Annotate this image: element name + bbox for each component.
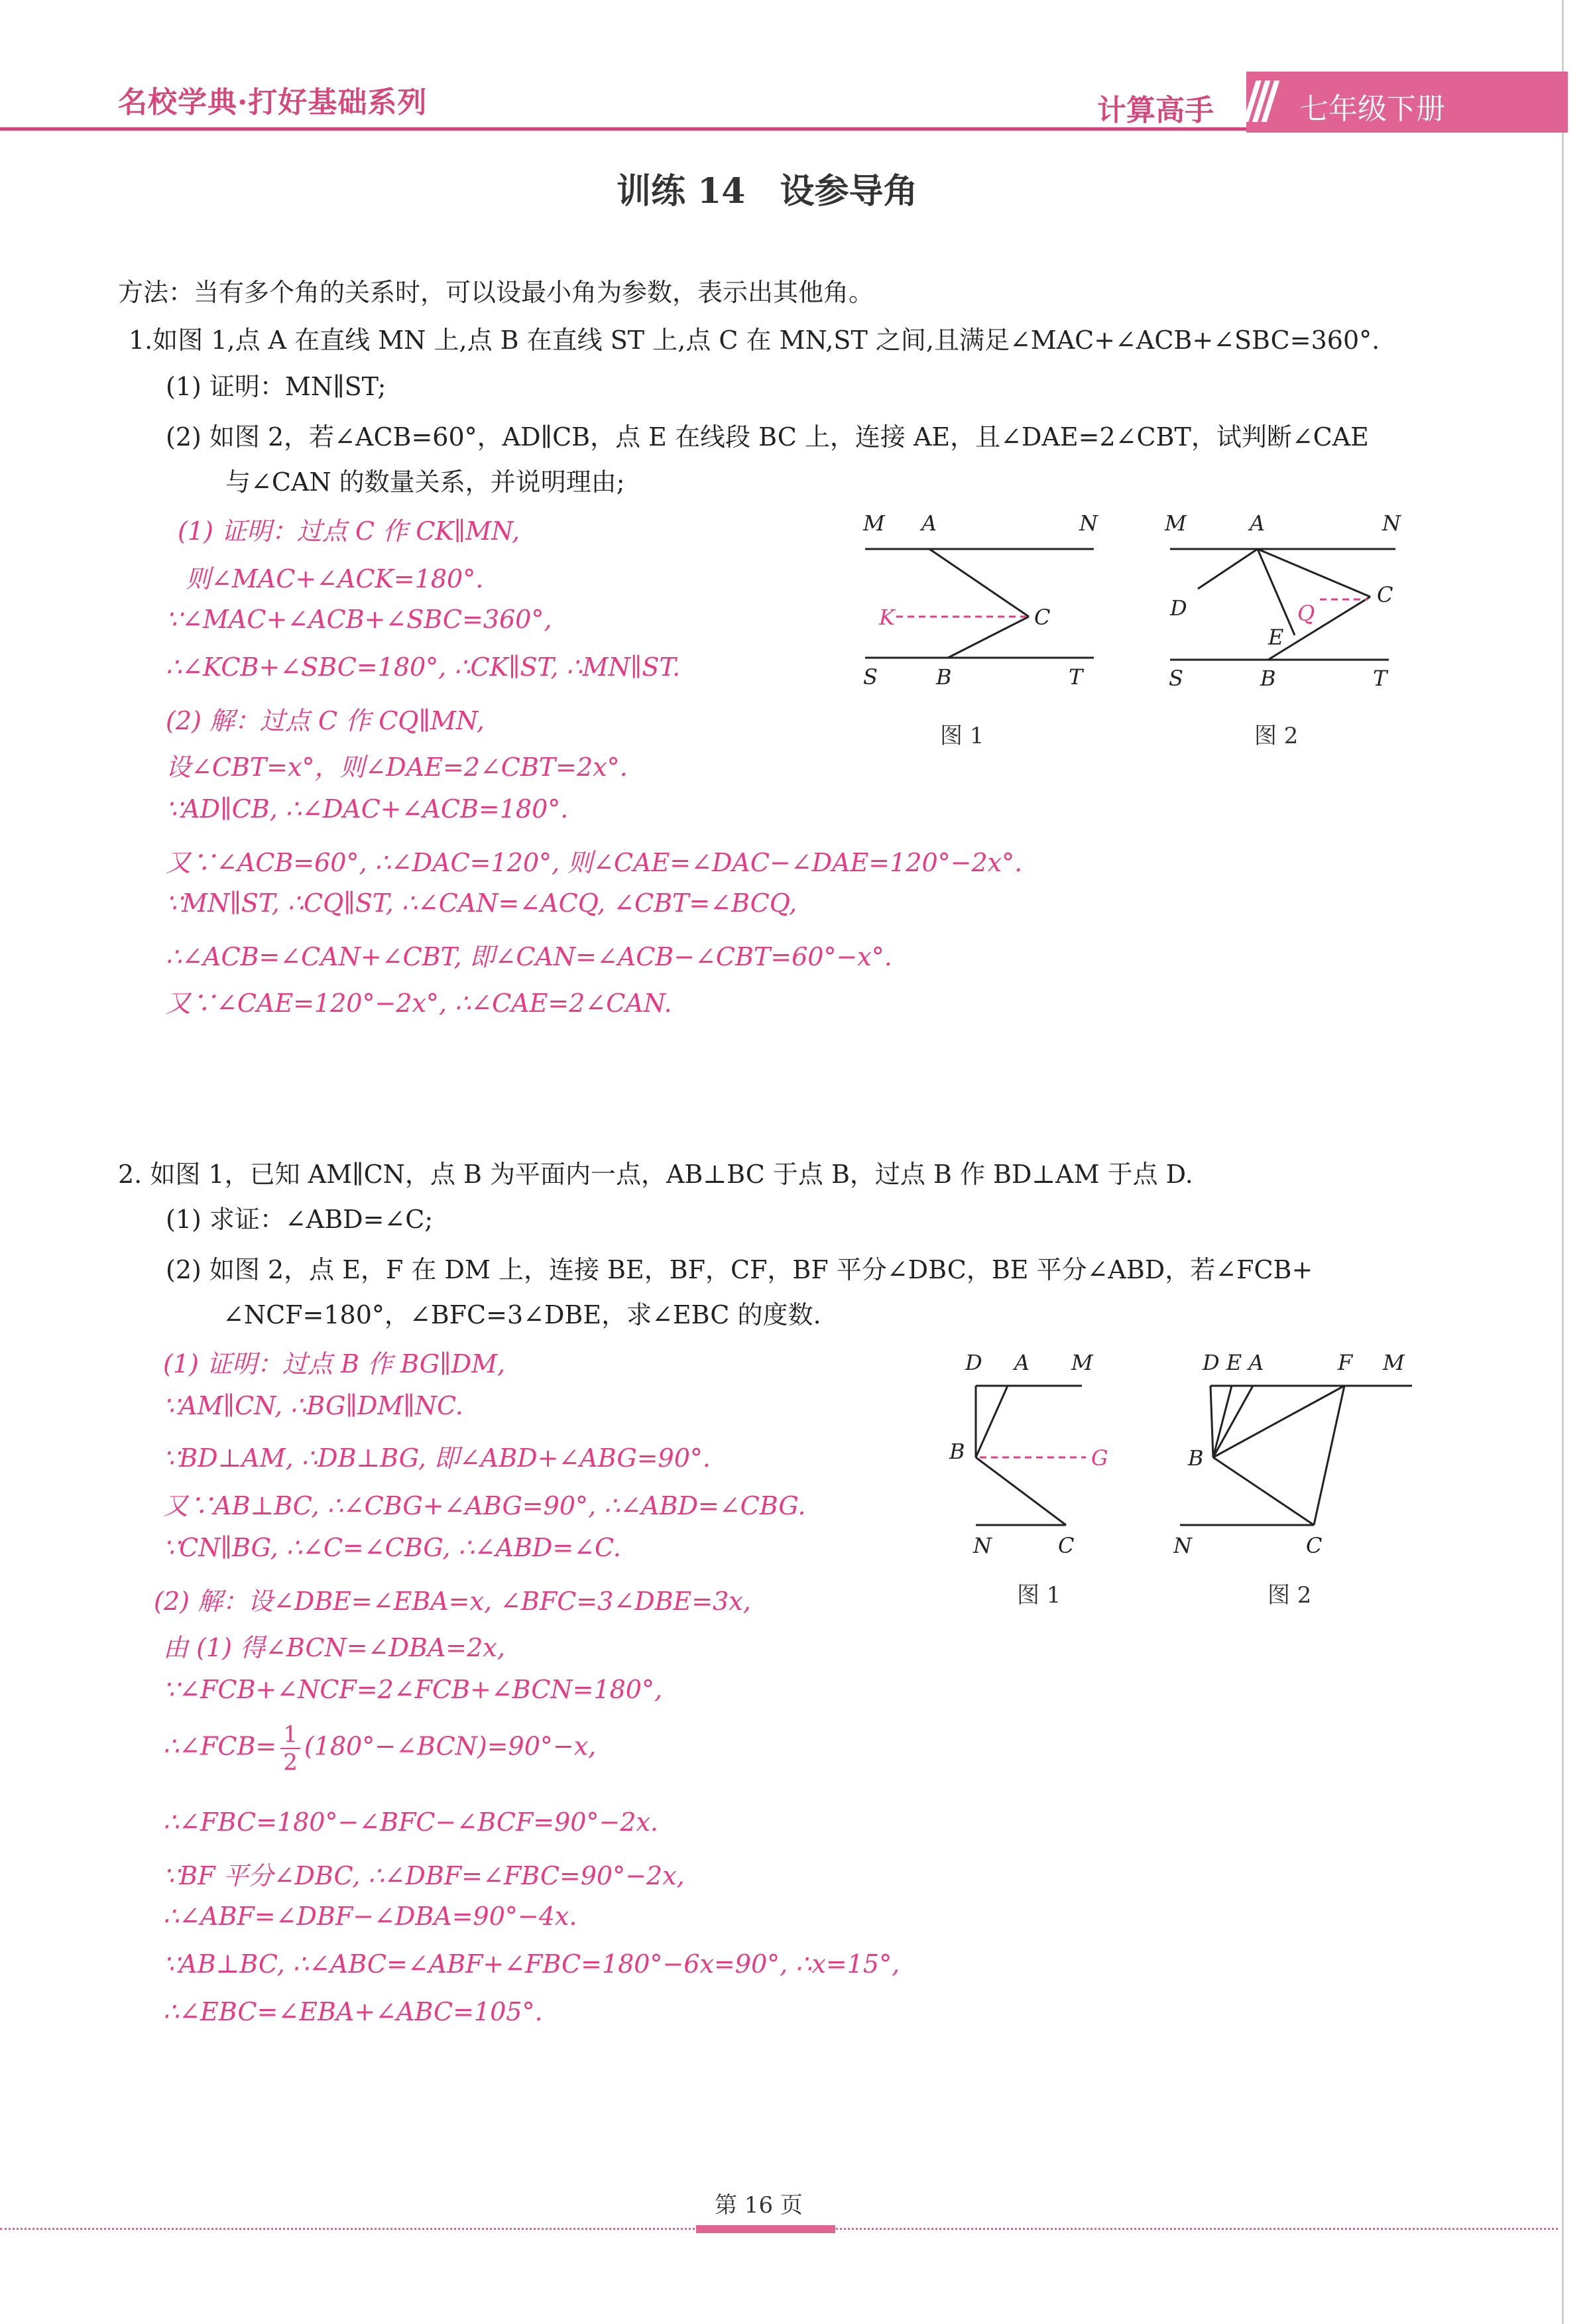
label-s: S [1169, 666, 1183, 691]
label-c: C [1377, 582, 1393, 607]
page-title: 训练 14 设参导角 [617, 171, 918, 212]
label-m: M [1071, 1350, 1093, 1375]
label-n: N [1173, 1533, 1192, 1558]
q1-answer-line: ∵MN∥ST, ∴CQ∥ST, ∴∠CAN=∠ACQ, ∠CBT=∠BCQ, [166, 888, 797, 918]
q2-fig2-caption: 图 2 [1267, 1582, 1312, 1609]
label-b: B [1188, 1445, 1204, 1471]
q2-part1: (1) 求证：∠ABD=∠C; [166, 1205, 434, 1234]
fraction-numerator: 1 [280, 1721, 300, 1749]
q2-answer-line: ∴∠EBC=∠EBA+∠ABC=105°. [163, 1997, 543, 2026]
q2-fraction-line [163, 1721, 596, 1776]
q1-stem: 1.如图 1,点 A 在直线 MN 上,点 B 在直线 ST 上,点 C 在 MN,ST 之间,且满足∠MAC+∠ACB+∠SBC=360°. [129, 326, 1380, 355]
q1-answer-line: 又∵∠ACB=60°, ∴∠DAC=120°, 则∠CAE=∠DAC−∠DAE=120°−2x°. [166, 848, 1023, 877]
q2-answer-line: ∵BD⊥AM, ∴DB⊥BG, 即∠ABD+∠ABG=90°. [163, 1443, 711, 1473]
q2-answer-line: ∵AB⊥BC, ∴∠ABC=∠ABF+∠FBC=180°−6x=90°, ∴x=15°, [163, 1949, 900, 1979]
label-c: C [1034, 605, 1051, 630]
fraction-denominator: 2 [283, 1749, 298, 1776]
q2-fig1-caption: 图 1 [1017, 1582, 1061, 1609]
label-t: T [1373, 666, 1387, 691]
q1-figure-2 [1157, 511, 1415, 709]
q1-answer-line: ∴∠ACB=∠CAN+∠CBT, 即∠CAN=∠ACB−∠CBT=60°−x°. [166, 942, 892, 971]
fraction-one-half [280, 1721, 300, 1776]
q2-answer-line: ∴∠ABF=∠DBF−∠DBA=90°−4x. [163, 1902, 577, 1931]
q1-figure-1 [855, 511, 1107, 709]
q2-answer-line: ∴∠FBC=180°−∠BFC−∠BCF=90°−2x. [163, 1807, 658, 1837]
q2-answer-line: ∵CN∥BG, ∴∠C=∠CBG, ∴∠ABD=∠C. [163, 1533, 621, 1562]
label-m: M [863, 511, 885, 536]
label-c: C [1306, 1533, 1323, 1558]
label-g: G [1091, 1445, 1108, 1471]
segment-ba [976, 1386, 1008, 1457]
q2-stem: 2. 如图 1，已知 AM∥CN，点 B 为平面内一点，AB⊥BC 于点 B，过点 B 作 BD⊥AM 于点 D. [118, 1160, 1193, 1189]
label-c: C [1058, 1533, 1075, 1558]
q2-answer-line: (1) 证明：过点 B 作 BG∥DM, [163, 1349, 506, 1378]
label-f: F [1338, 1350, 1353, 1375]
q1-answer-line: ∵AD∥CB, ∴∠DAC+∠ACB=180°. [166, 794, 569, 824]
label-d-e-a: D E A [1203, 1350, 1264, 1375]
grade-label: 七年级下册 [1299, 92, 1445, 126]
label-n: N [973, 1533, 992, 1558]
q1-answer-line: 则∠MAC+∠ACK=180°. [186, 564, 484, 593]
page-edge-line [1562, 0, 1564, 2324]
header-slashes: /// [1243, 70, 1271, 129]
segment-fc [1314, 1386, 1344, 1525]
label-b: B [936, 664, 952, 690]
q1-answer-line: ∴∠KCB+∠SBC=180°, ∴CK∥ST, ∴MN∥ST. [166, 652, 681, 682]
q2-answer-line: 由 (1) 得∠BCN=∠DBA=2x, [163, 1633, 505, 1662]
q1-answer-line: 又∵∠CAE=120°−2x°, ∴∠CAE=2∠CAN. [166, 989, 672, 1018]
label-b: B [949, 1439, 965, 1464]
page-number: 第 16 页 [715, 2192, 803, 2219]
q2-part2-line1: (2) 如图 2，点 E，F 在 DM 上，连接 BE，BF，CF，BF 平分∠DBC，BE 平分∠ABD，若∠FCB+ [166, 1255, 1313, 1284]
q2-answer-line: ∵∠FCB+∠NCF=2∠FCB+∠BCN=180°, [163, 1675, 663, 1704]
q1-answer-line: ∵∠MAC+∠ACB+∠SBC=360°, [166, 605, 552, 634]
label-n: N [1382, 511, 1401, 536]
segment-bc [976, 1457, 1066, 1525]
method-text: 方法：当有多个角的关系时，可以设最小角为参数，表示出其他角。 [118, 278, 874, 307]
q2-answer-line: ∵AM∥CN, ∴BG∥DM∥NC. [163, 1391, 463, 1420]
q2-answer-line: 又∵AB⊥BC, ∴∠CBG+∠ABG=90°, ∴∠ABD=∠CBG. [163, 1491, 806, 1520]
q1-fig1-caption: 图 1 [940, 723, 984, 749]
label-d: D [965, 1350, 982, 1375]
frac-prefix: ∴∠FCB= [163, 1731, 277, 1761]
q2-figure-2 [1173, 1346, 1425, 1571]
frac-suffix: (180°−∠BCN)=90°−x, [304, 1731, 597, 1761]
brand-title: 计算高手 [1097, 93, 1214, 127]
q1-fig2-caption: 图 2 [1254, 723, 1299, 749]
q2-answer-line: (2) 解：设∠DBE=∠EBA=x, ∠BFC=3∠DBE=3x, [154, 1587, 751, 1616]
label-m: M [1165, 511, 1187, 536]
label-t: T [1069, 664, 1083, 690]
header-rule [0, 127, 1260, 131]
q2-part2-line2: ∠NCF=180°，∠BFC=3∠DBE，求∠EBC 的度数. [223, 1300, 821, 1329]
label-m: M [1383, 1350, 1405, 1375]
segment-ad [1198, 549, 1258, 589]
q1-answer-line: (1) 证明：过点 C 作 CK∥MN, [178, 517, 520, 546]
label-a: A [1250, 511, 1266, 536]
label-q: Q [1297, 601, 1315, 626]
q2-figure-1 [941, 1346, 1114, 1571]
label-a: A [1014, 1350, 1030, 1375]
segment-bc [1213, 1457, 1314, 1525]
footer-bar [696, 2225, 835, 2233]
q1-part2-line1: (2) 如图 2，若∠ACB=60°，AD∥CB，点 E 在线段 BC 上，连接 AE，且∠DAE=2∠CBT，试判断∠CAE [166, 422, 1369, 452]
q1-part2-line2: 与∠CAN 的数量关系，并说明理由; [225, 467, 625, 497]
label-k: K [879, 605, 895, 630]
q1-answer-line: 设∠CBT=x°，则∠DAE=2∠CBT=2x°. [166, 753, 628, 782]
segment-be [1213, 1386, 1232, 1457]
segment-ac [929, 549, 1029, 617]
series-title: 名校学典·打好基础系列 [118, 86, 428, 119]
label-b: B [1260, 666, 1276, 691]
label-n: N [1079, 511, 1098, 536]
segment-db [1210, 1386, 1213, 1457]
label-a: A [921, 511, 937, 536]
label-d: D [1170, 595, 1187, 621]
label-e: E [1268, 625, 1284, 650]
q1-answer-line: (2) 解：过点 C 作 CQ∥MN, [166, 706, 485, 735]
label-s: S [863, 664, 878, 690]
q1-part1: (1) 证明：MN∥ST; [166, 372, 386, 401]
segment-cb [948, 617, 1029, 658]
q2-answer-line: ∵BF 平分∠DBC, ∴∠DBF=∠FBC=90°−2x, [163, 1861, 685, 1890]
